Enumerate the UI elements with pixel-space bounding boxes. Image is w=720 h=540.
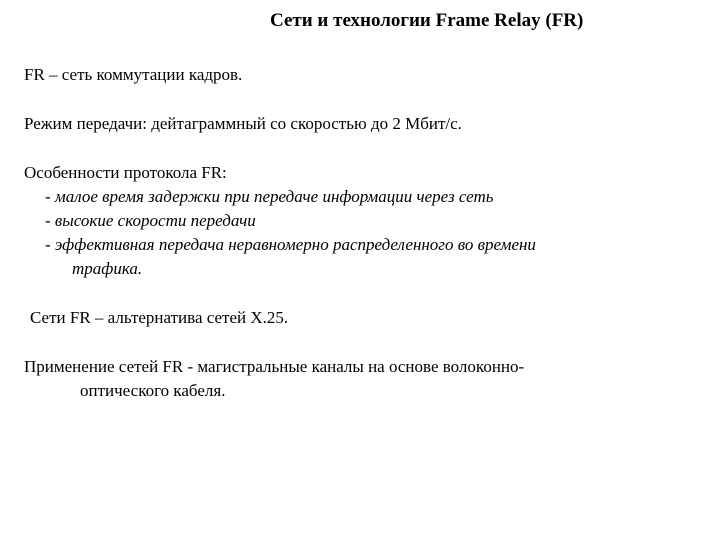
- feature-item-high-speed: - высокие скорости передачи: [45, 211, 256, 230]
- application-text-continuation: оптического кабеля.: [80, 381, 226, 400]
- features-heading: Особенности протокола FR:: [24, 163, 227, 182]
- feature-item-low-delay: - малое время задержки при передаче информации через сеть: [45, 187, 494, 206]
- feature-item-efficient-transfer: - эффективная передача неравномерно распределенного во времени: [45, 235, 536, 254]
- alternative-text: Сети FR – альтернатива сетей X.25.: [30, 308, 289, 327]
- transmission-mode-text: Режим передачи: дейтаграммный со скоростью до 2 Мбит/с.: [24, 114, 462, 133]
- definition-text: FR – сеть коммутации кадров.: [24, 65, 243, 84]
- slide-title: Сети и технологии Frame Relay (FR): [270, 10, 584, 31]
- feature-item-efficient-transfer-continuation: трафика.: [72, 259, 143, 278]
- application-text: Применение сетей FR - магистральные каналы на основе волоконно-: [24, 357, 525, 376]
